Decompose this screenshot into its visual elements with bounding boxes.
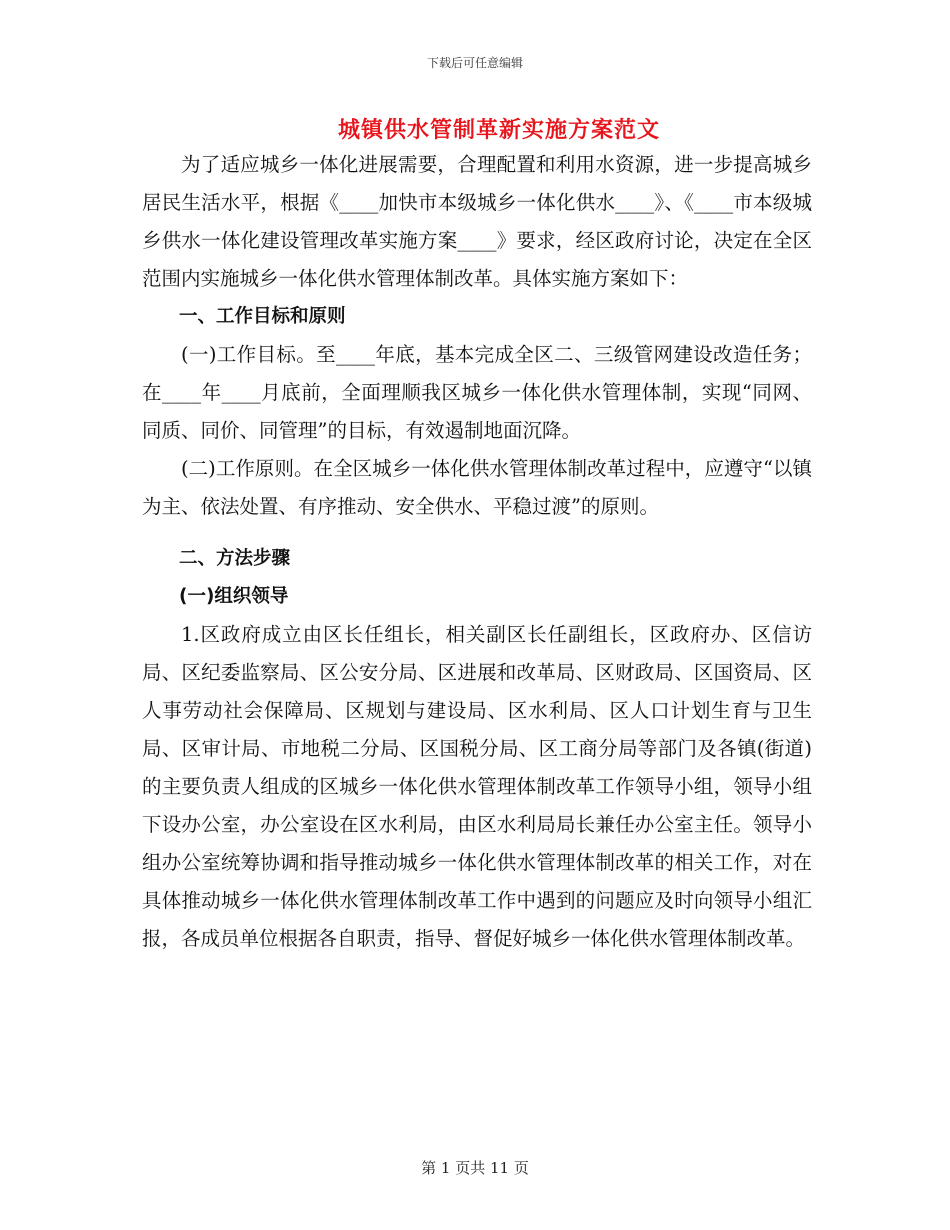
- paragraph-work-goal: (一)工作目标。至____年底，基本完成全区二、三级管网建设改造任务；在____年____月底前，全面理顺我区城乡一体化供水管理体制，实现“同网、同质、同价、同管理”的目标，有效遏制地面沉降。: [142, 343, 812, 442]
- paragraph-work-principle: (二)工作原则。在全区城乡一体化供水管理体制改革过程中，应遵守“以镇为主、依法处置、有序推动、安全供水、平稳过渡”的原则。: [142, 457, 812, 518]
- paragraph-leadership-group: 1.区政府成立由区长任组长，相关副区长任副组长，区政府办、区信访局、区纪委监察局、区公安分局、区进展和改革局、区财政局、区国资局、区人事劳动社会保障局、区规划与建设局、区水利局、区人口计划生育与卫生局、区审计局、市地税二分局、区国税分局、区工商分局等部门及各镇(街道)的主要负责人组成的区城乡一体化供水管理体制改革工作领导小组，领导小组下设办公室，办公室设在区水利局，由区水利局局长兼任办公室主任。领导小组办公室统筹协调和指导推动城乡一体化供水管理体制改革的相关工作，对在具体推动城乡一体化供水管理体制改革工作中遇到的问题应及时向领导小组汇报，各成员单位根据各自职责，指导、督促好城乡一体化供水管理体制改革。: [142, 623, 812, 950]
- header-note: 下载后可任意编辑: [426, 56, 523, 70]
- subheading-organization: (一)组织领导: [179, 586, 289, 607]
- document-title: 城镇供水管制革新实施方案范文: [337, 117, 660, 143]
- document-body: [142, 146, 812, 958]
- section-heading-steps: 二、方法步骤: [179, 548, 291, 569]
- page-footer: 第 1 页共 11 页: [421, 1159, 529, 1177]
- intro-paragraph: 为了适应城乡一体化进展需要，合理配置和利用水资源，进一步提高城乡居民生活水平，根据《____加快市本级城乡一体化供水____》、《____市本级城乡供水一体化建设管理改革实施方案____》要求，经区政府讨论，决定在全区范围内实施城乡一体化供水管理体制改革。具体实施方案如下：: [142, 153, 812, 290]
- section-heading-goals: 一、工作目标和原则: [179, 306, 346, 327]
